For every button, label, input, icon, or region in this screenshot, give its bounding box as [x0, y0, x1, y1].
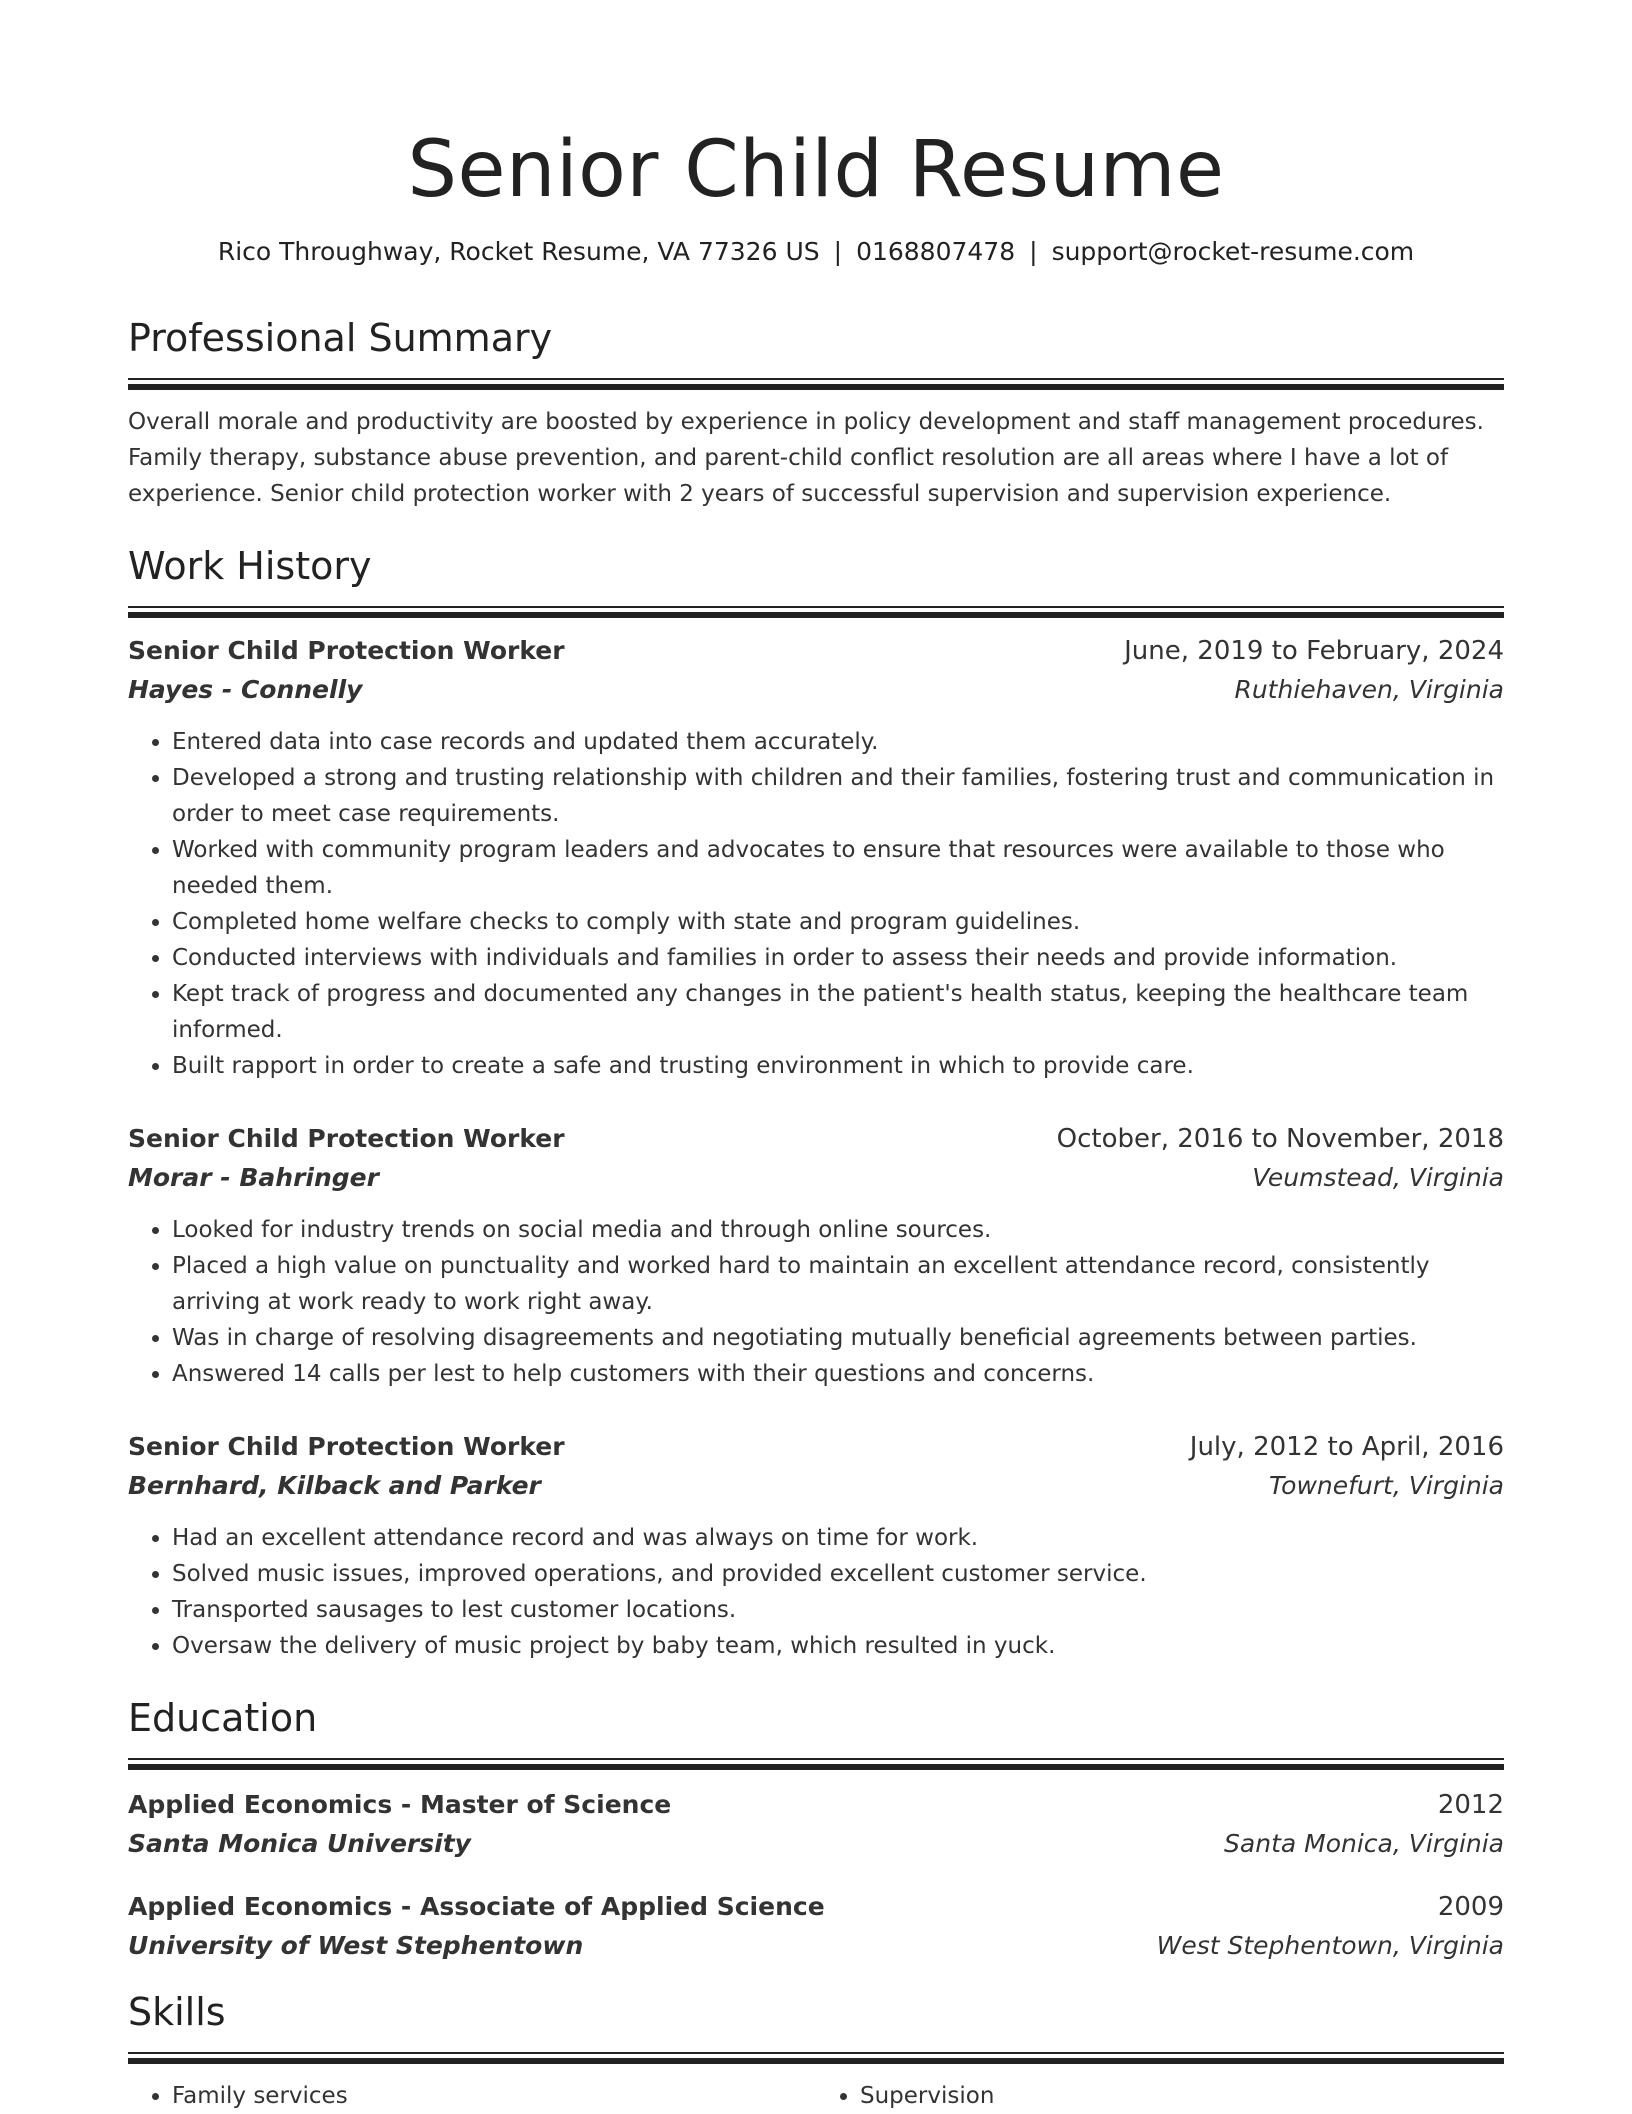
section-divider	[128, 1758, 1504, 1770]
company-name: Hayes - Connelly	[128, 675, 363, 704]
job-bullets	[128, 1520, 1504, 1664]
list-item: • Solved music issues, improved operations, and provided excellent customer service.	[172, 1556, 1504, 1592]
section-heading: Professional Summary	[128, 316, 553, 360]
summary-section	[128, 314, 1504, 512]
job-dates: July, 2012 to April, 2016	[1189, 1432, 1504, 1462]
list-item: • Family services	[172, 2078, 816, 2114]
section-heading: Education	[128, 1696, 318, 1740]
list-item: • Answered 14 calls per lest to help customers with their questions and concerns.	[172, 1356, 1504, 1392]
job-dates: June, 2019 to February, 2024	[1124, 636, 1504, 666]
job-title: Senior Child Protection Worker	[128, 636, 565, 665]
school-name: University of West Stephentown	[128, 1931, 584, 1960]
contact-phone: 0168807478	[856, 237, 1016, 266]
job-location: Veumstead, Virginia	[1252, 1163, 1504, 1192]
graduation-year: 2012	[1437, 1790, 1504, 1820]
page-title: Senior Child Resume	[407, 125, 1225, 215]
list-item: • Had an excellent attendance record and was always on time for work.	[172, 1520, 1504, 1556]
work-history-section	[128, 542, 1504, 1664]
degree-name: Applied Economics - Associate of Applied Science	[128, 1892, 825, 1921]
school-name: Santa Monica University	[128, 1829, 471, 1858]
section-divider	[128, 2052, 1504, 2064]
list-item: • Completed home welfare checks to comply with state and program guidelines.	[172, 904, 1504, 940]
contact-email: support@rocket-resume.com	[1051, 237, 1415, 266]
list-item: • Was in charge of resolving disagreements and negotiating mutually beneficial agreements between parties.	[172, 1320, 1504, 1356]
degree-name: Applied Economics - Master of Science	[128, 1790, 672, 1819]
section-divider	[128, 378, 1504, 390]
contact-separator: |	[833, 237, 843, 266]
list-item: • Transported sausages to lest customer locations.	[172, 1592, 1504, 1628]
skills-column-right	[816, 2078, 1504, 2114]
company-name: Bernhard, Kilback and Parker	[128, 1471, 541, 1500]
school-location: Santa Monica, Virginia	[1224, 1829, 1504, 1858]
list-item: • Conducted interviews with individuals and families in order to assess their needs and provide information.	[172, 940, 1504, 976]
resume-page	[128, 0, 1504, 2114]
education-section	[128, 1694, 1504, 1966]
graduation-year: 2009	[1437, 1892, 1504, 1922]
job-title: Senior Child Protection Worker	[128, 1124, 565, 1153]
job-entry	[128, 1428, 1504, 1664]
list-item: • Kept track of progress and documented any changes in the patient's health status, keeping the healthcare team informed.	[172, 976, 1504, 1048]
contact-address: Rico Throughway, Rocket Resume, VA 77326 US	[217, 237, 820, 266]
section-heading: Skills	[128, 1990, 226, 2034]
section-divider	[128, 606, 1504, 618]
education-entry	[128, 1786, 1504, 1864]
company-name: Morar - Bahringer	[128, 1163, 379, 1192]
list-item: • Oversaw the delivery of music project by baby team, which resulted in yuck.	[172, 1628, 1504, 1664]
skills-grid	[128, 2078, 1504, 2114]
education-entry	[128, 1888, 1504, 1966]
list-item: • Placed a high value on punctuality and worked hard to maintain an excellent attendance record, consistently arriving at work ready to work right away.	[172, 1248, 1504, 1320]
job-bullets	[128, 724, 1504, 1084]
list-item: • Looked for industry trends on social media and through online sources.	[172, 1212, 1504, 1248]
list-item: • Worked with community program leaders and advocates to ensure that resources were available to those who needed them.	[172, 832, 1504, 904]
job-entry	[128, 1120, 1504, 1392]
job-title: Senior Child Protection Worker	[128, 1432, 565, 1461]
summary-text: Overall morale and productivity are boosted by experience in policy development and staff management procedures. Family therapy, substance abuse prevention, and parent-child conflict resolution are all areas where I have a lot of experience. Senior child protection worker with 2 years of successful supervision and supervision experience.	[128, 409, 1484, 507]
list-item: • Entered data into case records and updated them accurately.	[172, 724, 1504, 760]
list-item: • Supervision	[860, 2078, 1504, 2114]
skills-section	[128, 1988, 1504, 2114]
job-location: Townefurt, Virginia	[1268, 1471, 1504, 1500]
contact-separator: |	[1029, 237, 1038, 266]
school-location: West Stephentown, Virginia	[1156, 1931, 1504, 1960]
list-item: • Built rapport in order to create a safe and trusting environment in which to provide care.	[172, 1048, 1504, 1084]
job-dates: October, 2016 to November, 2018	[1056, 1124, 1504, 1154]
contact-line	[128, 234, 1504, 270]
job-bullets	[128, 1212, 1504, 1392]
list-item: • Developed a strong and trusting relationship with children and their families, fostering trust and communication in order to meet case requirements.	[172, 760, 1504, 832]
job-location: Ruthiehaven, Virginia	[1234, 675, 1504, 704]
job-entry	[128, 632, 1504, 1084]
section-heading: Work History	[128, 544, 372, 588]
skills-column-left	[128, 2078, 816, 2114]
